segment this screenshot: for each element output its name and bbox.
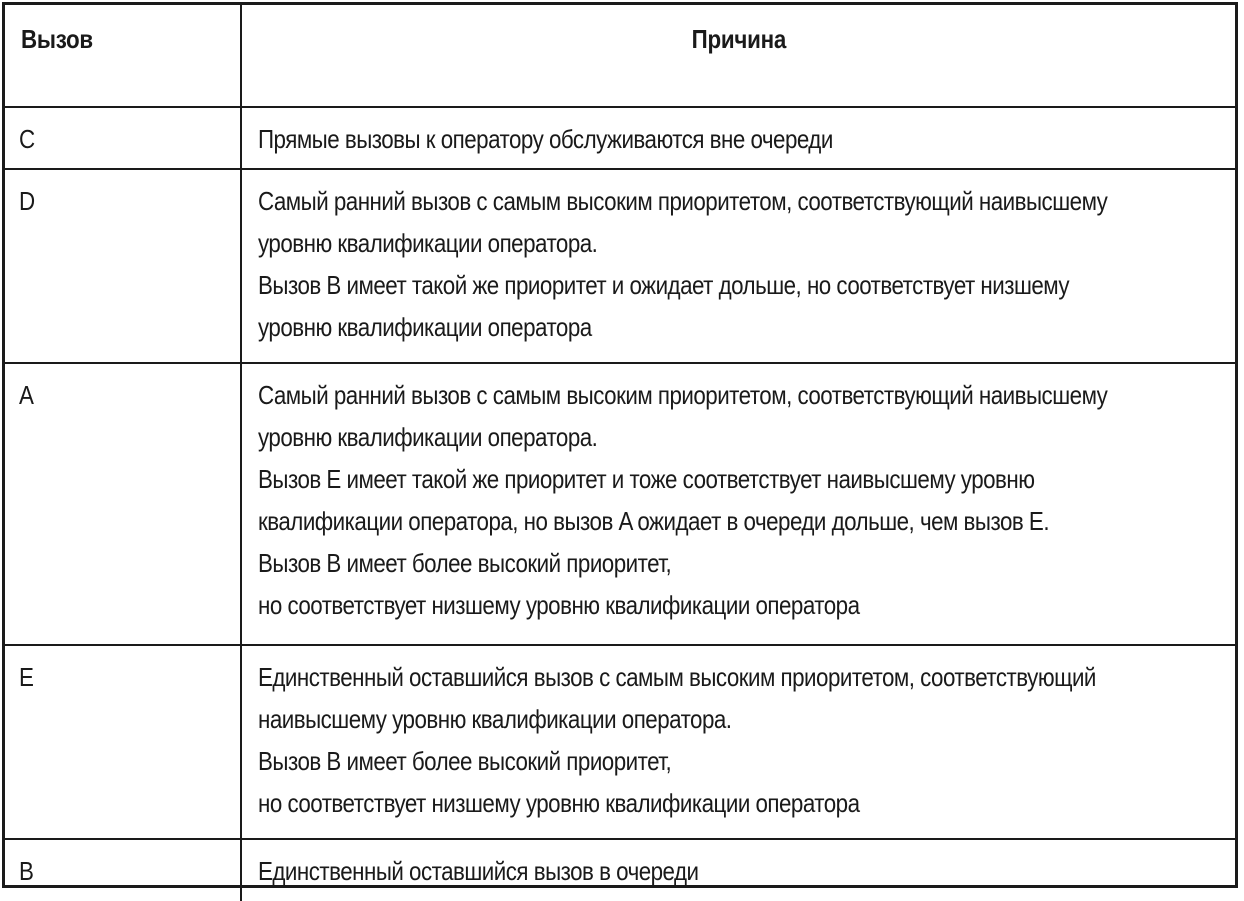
reason-cell — [241, 363, 1235, 645]
table-row — [5, 363, 1235, 645]
reason-line: Вызов E имеет такой же приоритет и тоже соответствует наивысшему уровню — [258, 464, 1035, 494]
reason-line: Самый ранний вызов с самым высоким приоритетом, соответствующий наивысшему — [258, 186, 1108, 216]
reason-line: уровню квалификации оператора. — [258, 228, 598, 258]
header-reason: Причина — [241, 5, 1235, 107]
call-cell — [5, 107, 241, 169]
reason-line: Самый ранний вызов с самым высоким приоритетом, соответствующий наивысшему — [258, 380, 1108, 410]
call-cell — [5, 363, 241, 645]
reason-line: наивысшему уровню квалификации оператора. — [258, 704, 732, 734]
call-cell — [5, 839, 241, 901]
reason-cell — [241, 169, 1235, 363]
table-row — [5, 107, 1235, 169]
table — [5, 5, 1235, 901]
call-priority-table — [2, 2, 1238, 888]
header-call: Вызов — [5, 5, 241, 107]
table-row — [5, 839, 1235, 901]
reason-line: уровню квалификации оператора — [258, 312, 592, 342]
header-row — [5, 5, 1235, 107]
call-cell — [5, 169, 241, 363]
call-id: A — [19, 380, 34, 410]
reason-line: Прямые вызовы к оператору обслуживаются вне очереди — [258, 124, 833, 154]
table-row — [5, 169, 1235, 363]
reason-cell — [241, 645, 1235, 839]
reason-line: Единственный оставшийся вызов с самым высоким приоритетом, соответствующий — [258, 662, 1096, 692]
reason-line: Единственный оставшийся вызов в очереди — [258, 856, 699, 886]
call-id: C — [19, 124, 35, 154]
reason-line: Вызов B имеет такой же приоритет и ожидает дольше, но соответствует низшему — [258, 270, 1070, 300]
table-row — [5, 645, 1235, 839]
call-id: B — [19, 856, 34, 886]
reason-cell — [241, 839, 1235, 901]
call-cell — [5, 645, 241, 839]
reason-line: но соответствует низшему уровню квалификации оператора — [258, 590, 860, 620]
reason-line: квалификации оператора, но вызов A ожидает в очереди дольше, чем вызов E. — [258, 506, 1050, 536]
reason-line: Вызов B имеет более высокий приоритет, — [258, 746, 672, 776]
reason-line: Вызов B имеет более высокий приоритет, — [258, 548, 672, 578]
reason-line: но соответствует низшему уровню квалификации оператора — [258, 788, 860, 818]
call-id: D — [19, 186, 35, 216]
reason-line: уровню квалификации оператора. — [258, 422, 598, 452]
reason-cell — [241, 107, 1235, 169]
call-id: E — [19, 662, 34, 692]
